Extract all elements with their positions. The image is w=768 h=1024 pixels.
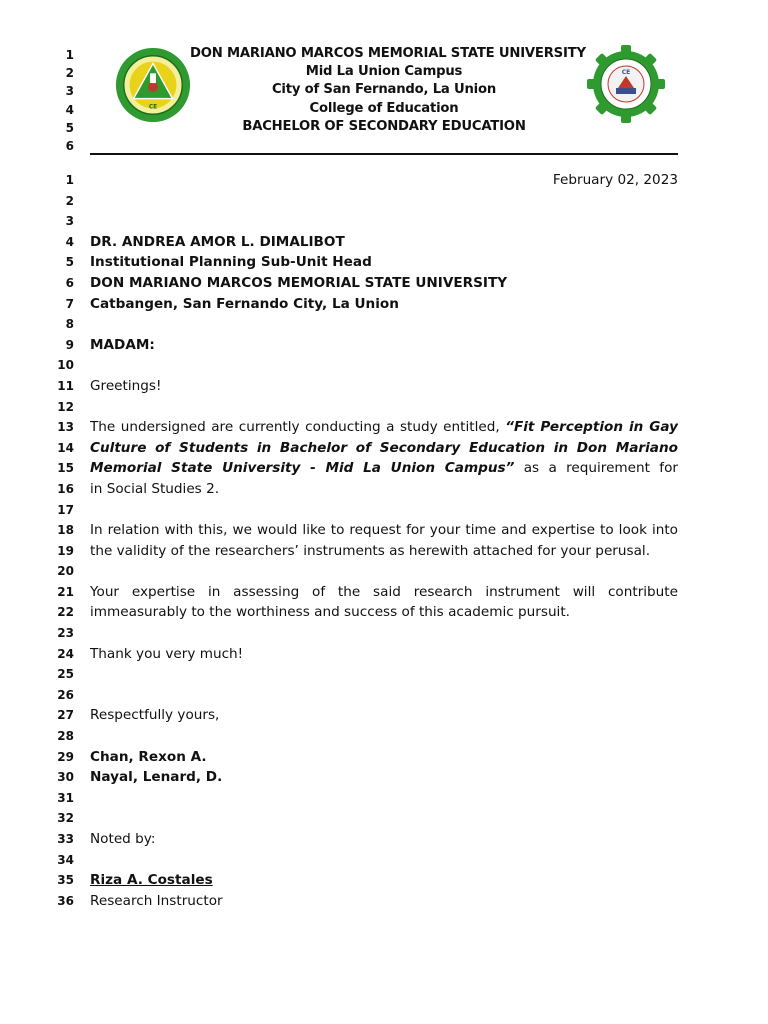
line-number: 6 <box>65 275 74 290</box>
paragraph-text: in Social Studies 2. <box>90 480 220 497</box>
paragraph-text: immeasurably to the worthiness and success of this academic pursuit. <box>90 604 570 621</box>
program-name: BACHELOR OF SECONDARY EDUCATION <box>242 118 526 134</box>
line-number: 25 <box>57 667 74 682</box>
line-number: 22 <box>57 605 74 620</box>
recipient-address: Catbangen, San Fernando City, La Union <box>90 295 399 312</box>
line-number: 11 <box>57 378 74 393</box>
line-number: 3 <box>65 84 74 99</box>
line-number: 13 <box>57 420 74 435</box>
paragraph-text: as a requirement for <box>523 460 678 477</box>
line-number: 31 <box>57 790 74 805</box>
line-number: 19 <box>57 543 74 558</box>
campus-city: City of San Fernando, La Union <box>271 82 497 98</box>
study-title: Memorial State University - Mid La Union Campus” <box>90 460 515 477</box>
line-number: 4 <box>65 102 74 117</box>
paragraph-text: The undersigned are currently conducting a study entitled, <box>90 419 500 436</box>
line-number: 35 <box>57 873 74 888</box>
line-number: 2 <box>65 66 74 81</box>
line-number: 28 <box>57 729 74 744</box>
line-number: 23 <box>57 626 74 641</box>
line-number: 36 <box>57 893 74 908</box>
campus-name: Mid La Union Campus <box>305 64 463 80</box>
letterhead <box>190 45 586 136</box>
line-number: 12 <box>57 399 74 414</box>
greeting: Greetings! <box>90 377 162 394</box>
line-number: 5 <box>65 120 74 135</box>
line-number: 18 <box>57 523 74 538</box>
college-name: College of Education <box>309 100 459 116</box>
recipient-name: DR. ANDREA AMOR L. DIMALIBOT <box>90 233 345 250</box>
gear-logo-text: CE <box>621 69 631 76</box>
header-line-numbers <box>48 46 74 155</box>
college-gear-logo <box>586 44 666 124</box>
line-number: 21 <box>57 584 74 599</box>
line-number: 15 <box>57 461 74 476</box>
line-number: 30 <box>57 770 74 785</box>
line-number: 17 <box>57 502 74 517</box>
line-number: 20 <box>57 564 74 579</box>
header-divider <box>90 153 678 155</box>
line-number: 7 <box>65 296 74 311</box>
author-name: Chan, Rexon A. <box>90 748 207 765</box>
study-title: “Fit Perception in Gay <box>505 419 678 436</box>
recipient-title: Institutional Planning Sub-Unit Head <box>90 254 372 271</box>
paragraph-text: Your expertise in assessing of the said research instrument will contribute <box>90 583 678 600</box>
closing: Respectfully yours, <box>90 707 220 724</box>
line-number: 29 <box>57 749 74 764</box>
instructor-title: Research Instructor <box>90 892 223 909</box>
line-number: 32 <box>57 811 74 826</box>
recipient-organization: DON MARIANO MARCOS MEMORIAL STATE UNIVERSITY <box>90 274 508 291</box>
seal-text: CE <box>148 104 158 111</box>
line-number: 6 <box>65 138 74 153</box>
line-number: 1 <box>65 173 74 187</box>
university-name: DON MARIANO MARCOS MEMORIAL STATE UNIVERSITY <box>190 46 586 61</box>
line-number: 3 <box>65 214 74 229</box>
paragraph-text: In relation with this, we would like to request for your time and expertise to look into <box>90 522 678 539</box>
paragraph-text: the validity of the researchers’ instruments as herewith attached for your perusal. <box>90 542 651 559</box>
instructor-name: Riza A. Costales <box>90 872 213 889</box>
noted-by-label: Noted by: <box>90 831 156 847</box>
line-number: 10 <box>57 358 74 373</box>
line-number: 16 <box>57 481 74 496</box>
line-number: 24 <box>57 646 74 661</box>
paragraph-line <box>90 417 678 438</box>
letter-body <box>48 170 688 911</box>
letter-date: February 02, 2023 <box>552 172 678 188</box>
author-name: Nayal, Lenard, D. <box>90 769 223 786</box>
line-number: 14 <box>57 440 74 455</box>
paragraph-line <box>90 458 678 479</box>
line-number: 8 <box>65 317 74 332</box>
thanks-line: Thank you very much! <box>90 645 244 662</box>
line-number: 4 <box>65 234 74 249</box>
line-number: 9 <box>65 337 74 352</box>
line-number: 34 <box>57 852 74 867</box>
salutation: MADAM: <box>90 336 155 353</box>
line-number: 33 <box>57 832 74 846</box>
line-number: 1 <box>65 48 74 62</box>
study-title: Culture of Students in Bachelor of Secondary Education in Don Mariano <box>90 439 678 456</box>
line-number: 5 <box>65 255 74 270</box>
line-number: 26 <box>57 687 74 702</box>
line-number: 27 <box>57 708 74 723</box>
university-seal-logo <box>114 46 192 124</box>
line-number: 2 <box>65 193 74 208</box>
